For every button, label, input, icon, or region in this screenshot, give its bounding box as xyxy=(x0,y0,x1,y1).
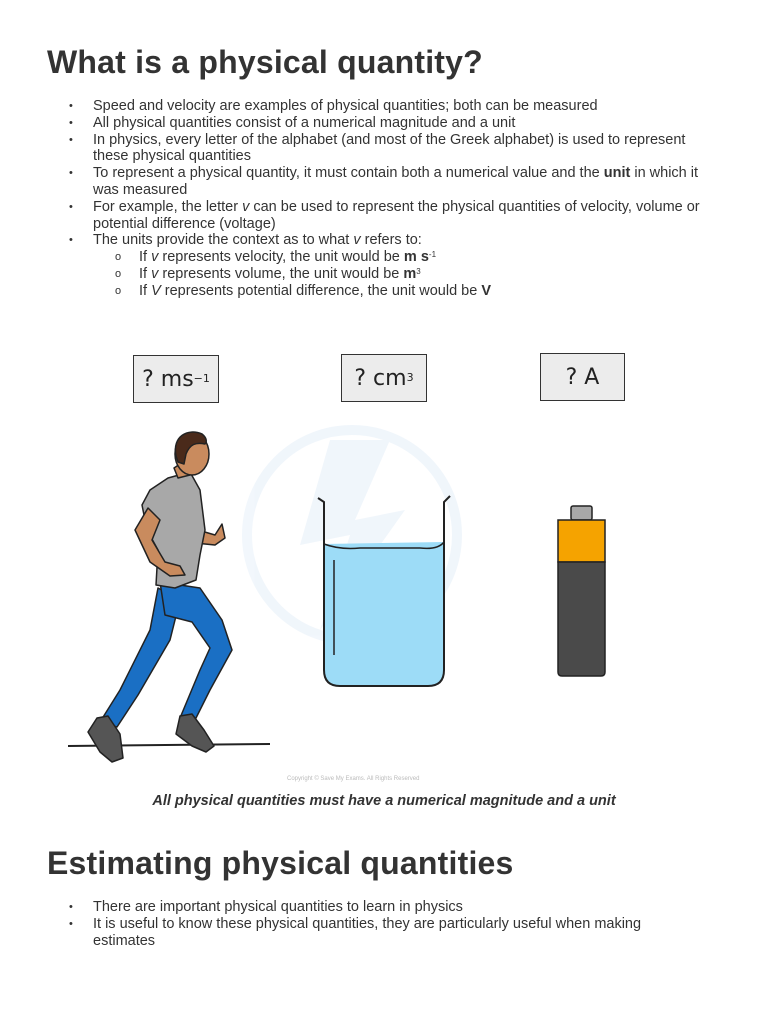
bullet-text: For example, the letter xyxy=(93,198,243,215)
bullet-item: • It is useful to know these physical quantities, they are particularly useful when making estimates xyxy=(93,916,703,950)
sub-bullet-item xyxy=(139,266,703,283)
runner-front-shoe xyxy=(176,714,214,752)
label-text: ? cm xyxy=(354,365,407,391)
sub-bullet-text: represents volume, the unit would be xyxy=(158,265,404,282)
sub-bullet-unit: V xyxy=(481,282,491,299)
bullet-text: The units provide the context as to what xyxy=(93,232,354,249)
volume-unit-label: ? cm 3 xyxy=(341,354,427,402)
bullet-italic-text: v xyxy=(242,198,250,215)
battery-body xyxy=(558,562,605,676)
bullet-item: • All physical quantities consist of a numerical magnitude and a unit xyxy=(93,115,703,132)
bullet-item xyxy=(93,232,703,299)
sub-bullet-unit: m xyxy=(403,265,417,282)
bullet-text: refers to: xyxy=(360,232,422,249)
bullet-text: can be used to represent the physical quantities of velocity, volume or potential difference (voltage) xyxy=(93,198,700,232)
velocity-unit-label: ? ms −1 xyxy=(133,355,219,403)
figure-caption: All physical quantities must have a numerical magnitude and a unit xyxy=(152,793,616,809)
sub-bullet-unit-power: 3 xyxy=(416,266,421,276)
estimating-bullet-list xyxy=(93,899,703,949)
sub-bullet-text: If xyxy=(139,249,152,266)
bullet-item: • There are important physical quantities to learn in physics xyxy=(93,899,703,916)
beaker-water xyxy=(324,542,444,686)
sub-bullet-text: represents potential difference, the unit would be xyxy=(160,282,482,299)
bullet-item: • In physics, every letter of the alphabet (and most of the Greek alphabet) is used to represent these physical quantities xyxy=(93,132,703,166)
sub-bullet-item xyxy=(139,283,703,300)
label-text: ? A xyxy=(565,364,600,390)
bullet-item xyxy=(93,165,703,199)
copyright-notice: Copyright © Save My Exams. All Rights Reserved xyxy=(287,776,420,782)
sub-bullet-unit: m s xyxy=(403,249,429,266)
physical-quantity-bullet-list xyxy=(93,98,703,300)
sub-bullet-letter: V xyxy=(151,282,161,299)
sub-bullet-letter: v xyxy=(151,265,159,282)
battery-top xyxy=(558,520,605,562)
sub-bullet-letter: v xyxy=(151,249,159,266)
sub-bullet-item xyxy=(139,249,703,266)
runner-figure xyxy=(68,432,270,762)
sub-bullet-text: If xyxy=(139,282,152,299)
sub-bullet-text: represents velocity, the unit would be xyxy=(158,249,404,266)
bullet-item xyxy=(93,199,703,233)
section-title-physical-quantity: What is a physical quantity? xyxy=(47,44,483,80)
bullet-text: in which it was measured xyxy=(93,165,699,198)
sub-bullet-unit-power: -1 xyxy=(428,250,437,260)
section-title-estimating: Estimating physical quantities xyxy=(47,845,514,881)
bullet-italic-text: v xyxy=(353,232,361,249)
battery-figure xyxy=(558,506,605,676)
runner-front-leg xyxy=(160,582,232,720)
sub-bullet-list xyxy=(93,249,703,299)
bullet-bold-text: unit xyxy=(603,165,631,182)
bullet-item: • Speed and velocity are examples of physical quantities; both can be measured xyxy=(93,98,703,115)
sub-bullet-text: If xyxy=(139,265,152,282)
current-unit-label xyxy=(540,353,625,401)
label-text: ? ms xyxy=(142,366,194,392)
bullet-text: To represent a physical quantity, it must contain both a numerical value and the xyxy=(93,165,604,182)
battery-terminal xyxy=(571,506,592,520)
